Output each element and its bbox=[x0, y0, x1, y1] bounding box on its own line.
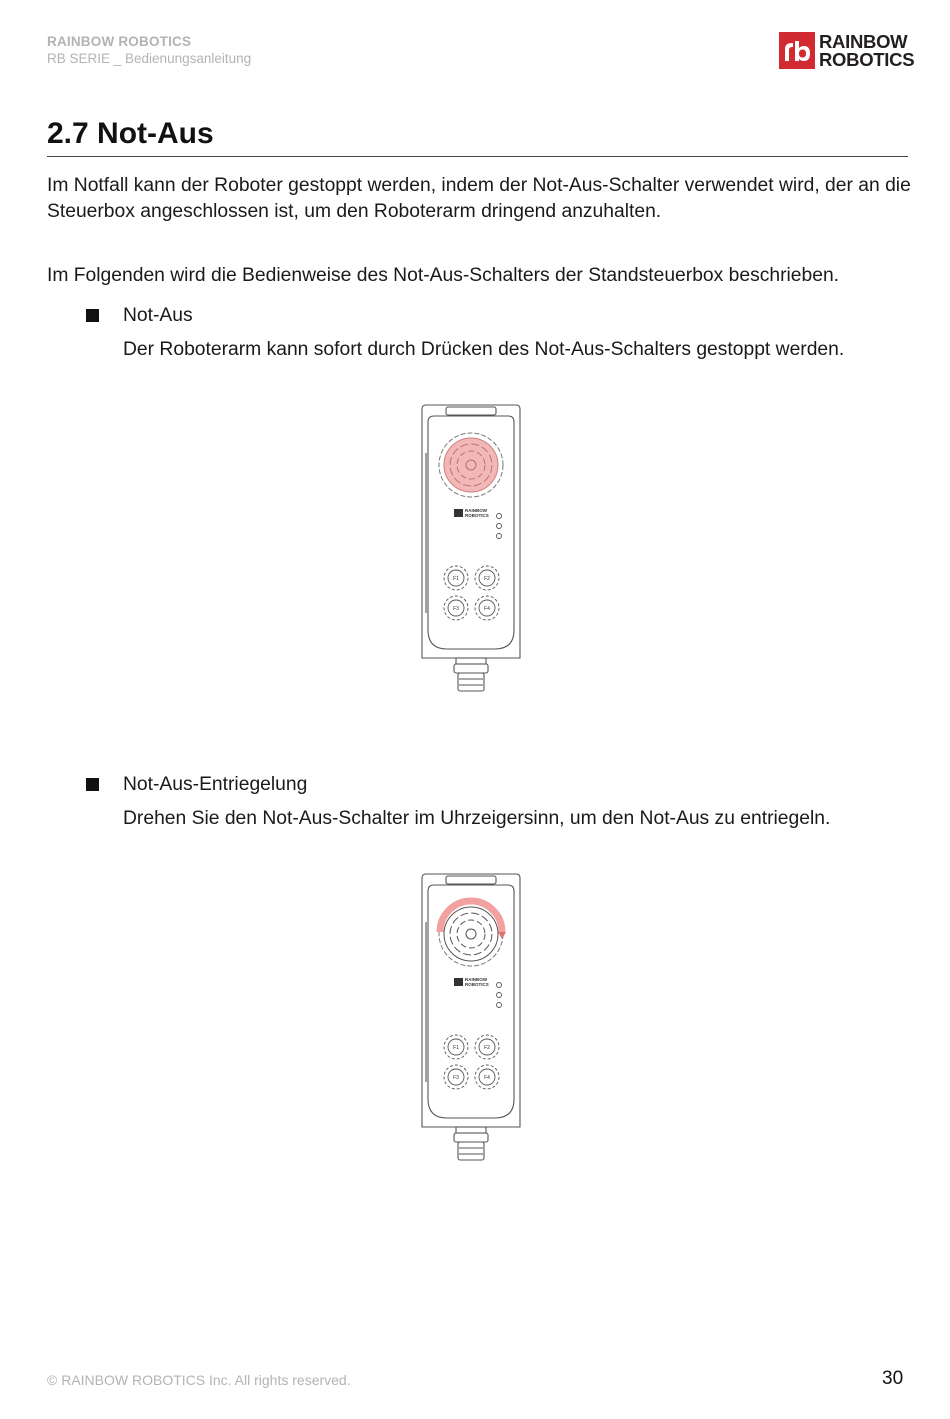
status-led-group bbox=[497, 983, 502, 1008]
logo-line-1: RAINBOW bbox=[819, 30, 908, 52]
item-title-emergency-stop: Not-Aus bbox=[123, 305, 193, 326]
logo-line-2: ROBOTICS bbox=[819, 48, 915, 70]
device-brand-line-2: ROBOTICS bbox=[465, 982, 489, 987]
function-button-f2: F2 bbox=[484, 576, 490, 582]
header-company: RAINBOW ROBOTICS bbox=[47, 34, 192, 49]
rainbow-robotics-logo bbox=[779, 32, 914, 69]
logo-wordmark bbox=[819, 30, 915, 70]
header-document-title: RB SERIE _ Bedienungsanleitung bbox=[47, 51, 252, 66]
device-brand-line-1: RAINBOW bbox=[465, 977, 487, 982]
emergency-stop-button-unlock bbox=[439, 901, 506, 966]
emergency-stop-button-highlighted bbox=[439, 433, 503, 497]
function-button-f4: F4 bbox=[484, 1075, 490, 1081]
bullet-square-icon bbox=[86, 309, 99, 322]
rb-logo-icon bbox=[779, 32, 815, 69]
intro-paragraph: Im Notfall kann der Roboter gestoppt werden, indem der Not-Aus-Schalter verwendet wird, der an die Steuerbox angeschlossen ist, um den Roboterarm dringend anzuhalten. bbox=[47, 175, 911, 222]
device-brand-icon bbox=[454, 978, 463, 986]
footer-copyright: © RAINBOW ROBOTICS Inc. All rights reserved. bbox=[47, 1372, 351, 1388]
section-title: 2.7 Not-Aus bbox=[47, 117, 214, 150]
function-button-f4: F4 bbox=[484, 606, 490, 612]
item-text-emergency-stop: Der Roboterarm kann sofort durch Drücken des Not-Aus-Schalters gestoppt werden. bbox=[123, 339, 845, 360]
emergency-release-pendant-illustration bbox=[410, 872, 540, 1162]
clockwise-rotation-arrow-icon bbox=[440, 901, 502, 932]
document-header bbox=[47, 34, 251, 66]
function-button-f3: F3 bbox=[453, 1075, 459, 1081]
function-button-f1: F1 bbox=[453, 576, 459, 582]
bullet-square-icon bbox=[86, 778, 99, 791]
description-paragraph: Im Folgenden wird die Bedienweise des Not-Aus-Schalters der Standsteuerbox beschrieben. bbox=[47, 265, 840, 286]
item-text-emergency-release: Drehen Sie den Not-Aus-Schalter im Uhrzeigersinn, um den Not-Aus zu entriegeln. bbox=[123, 808, 831, 829]
item-title-emergency-release: Not-Aus-Entriegelung bbox=[123, 774, 308, 795]
emergency-stop-pendant-illustration bbox=[410, 403, 540, 693]
pendant-body bbox=[422, 874, 520, 1127]
device-brand-line-2: ROBOTICS bbox=[465, 513, 489, 518]
status-led-group bbox=[497, 514, 502, 539]
function-button-f1: F1 bbox=[453, 1045, 459, 1051]
title-divider bbox=[47, 156, 908, 157]
function-button-f3: F3 bbox=[453, 606, 459, 612]
device-brand-line-1: RAINBOW bbox=[465, 508, 487, 513]
function-button-f2: F2 bbox=[484, 1045, 490, 1051]
page-number: 30 bbox=[882, 1368, 904, 1389]
device-brand-icon bbox=[454, 509, 463, 517]
